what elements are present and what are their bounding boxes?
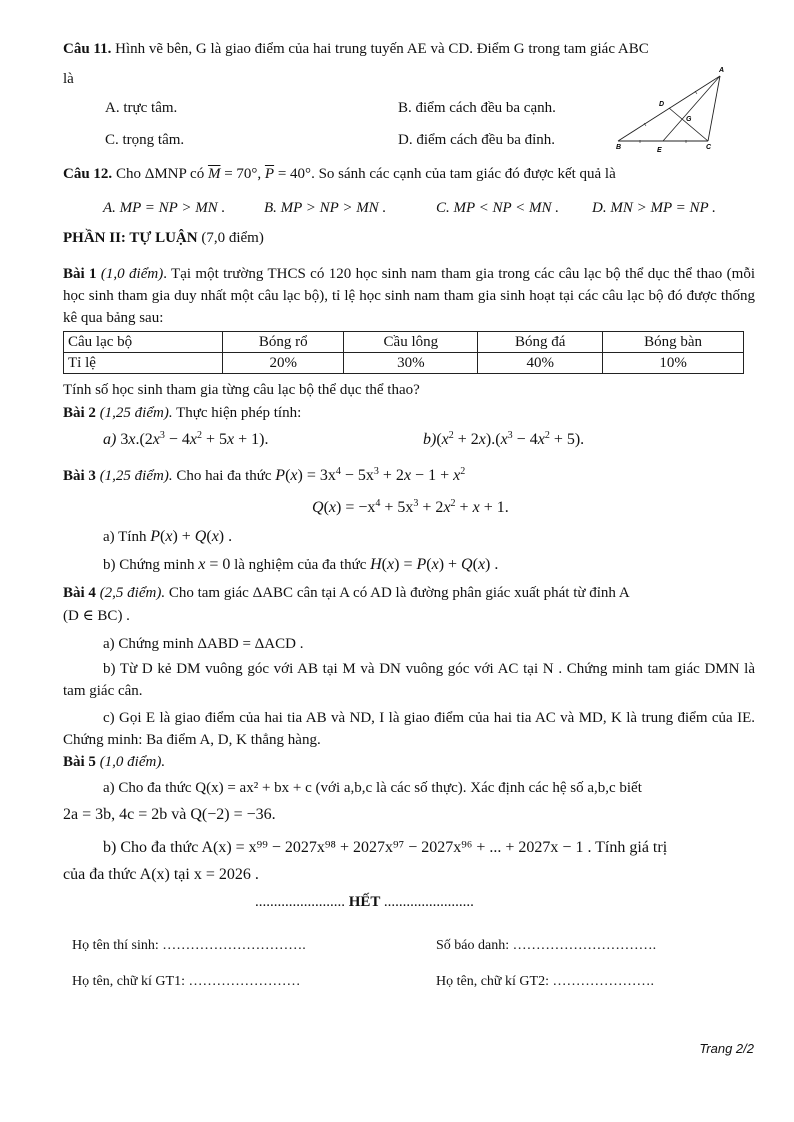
bai-5-label: Bài 5 <box>63 754 96 770</box>
end-label: HẾT <box>345 894 384 910</box>
side-ac <box>708 76 720 141</box>
polynomial-p: $P(x) = 3x^4 - 5x^3 + 2x - 1 + x^2$ <box>275 466 466 484</box>
bai-1 <box>63 263 755 329</box>
table-header-cell: Bóng đá <box>478 332 603 353</box>
invigilator-1-line: Họ tên, chữ kí GT1: …………………… <box>72 974 301 989</box>
question-11-label: Câu 11. <box>63 41 112 57</box>
bai-3 <box>63 467 465 485</box>
median-cd <box>669 108 708 141</box>
bai-5-points: (1,0 điểm). <box>95 754 166 770</box>
table-cell: 30% <box>344 353 478 374</box>
question-11 <box>63 40 649 58</box>
candidate-number-line: Số báo danh: …………………………. <box>436 938 657 953</box>
table-cell: 40% <box>478 353 603 374</box>
q11-option-d: D. điểm cách đều ba đỉnh. <box>398 132 556 148</box>
bai-5 <box>63 753 165 771</box>
q11-option-c: C. trọng tâm. <box>105 132 185 148</box>
question-11-text-cont: là <box>63 71 74 87</box>
bai-4-part-a: a) Chứng minh ΔABD = ΔACD . <box>103 636 304 652</box>
angle-m-value: = 70°, <box>220 166 265 182</box>
bai-3-b-pre: b) Chứng minh <box>103 557 199 573</box>
q11-option-a: A. trực tâm. <box>105 100 178 116</box>
q12-option-c: C. MP < NP < MN . <box>436 200 560 216</box>
bai-2-points: (1,25 điểm). <box>95 405 173 421</box>
part-2-heading <box>63 229 264 247</box>
q12-option-d: D. MN > MP = NP . <box>592 200 716 216</box>
label-g: G <box>686 116 692 123</box>
question-12-text-b: . So sánh các cạnh của tam giác đó được kết quả là <box>311 166 616 182</box>
end-dots-left: ........................ <box>255 894 345 910</box>
club-table <box>63 331 744 374</box>
bai-4 <box>63 584 630 602</box>
table-cell: Tỉ lệ <box>64 353 223 374</box>
bai-4-label: Bài 4 <box>63 585 96 601</box>
table-header-cell: Bóng bàn <box>603 332 744 353</box>
table-header-cell: Cầu lông <box>344 332 478 353</box>
bai-3-b-mid: là nghiệm của đa thức <box>230 557 371 573</box>
part-2-title: PHẦN II: TỰ LUẬN <box>63 230 198 246</box>
candidate-name-line: Họ tên thí sinh: …………………………. <box>72 938 306 953</box>
label-d: D <box>659 101 665 108</box>
bai-2-label: Bài 2 <box>63 405 96 421</box>
bai-5-part-b-cont: của đa thức A(x) tại x = 2026 . <box>63 866 259 883</box>
table-row <box>64 353 744 374</box>
label-a: A <box>719 67 725 74</box>
bai-3-points: (1,25 điểm). <box>95 468 173 484</box>
end-marker <box>255 893 474 911</box>
polynomial-q: $Q(x) = -x^4 + 5x^3 + 2x^2 + x + 1$. <box>312 498 509 516</box>
q11-option-b: B. điểm cách đều ba cạnh. <box>398 100 556 116</box>
bai-3-part-b: b) Chứng minh x = 0 là nghiệm của đa thức H(x) = P(x) + Q(x) . <box>103 556 499 573</box>
bai-1-text: . Tại một trường THCS có 120 học sinh nam tham gia trong các câu lạc bộ thể dục thể thao (mỗi học sinh tham gia duy nhất một câu lạc bộ), tỉ lệ học sinh nam tham gia sinh hoạt tại các câu lạc bộ đó được thống kê qua bảng sau: <box>63 266 755 326</box>
question-11-text: Hình vẽ bên, G là giao điểm của hai trung tuyến AE và CD. Điểm G trong tam giác ABC <box>111 41 649 57</box>
question-12-label: Câu 12. <box>63 166 113 182</box>
question-12-text-a: Cho ΔMNP có <box>112 166 208 182</box>
bai-4-line-2: (D ∈ BC) . <box>63 608 130 624</box>
label-b: B <box>616 144 622 151</box>
bai-3-text: Cho hai đa thức <box>172 468 276 484</box>
invigilator-2-line: Họ tên, chữ kí GT2: …………………. <box>436 974 654 989</box>
table-header-cell: Bóng rổ <box>223 332 344 353</box>
question-12 <box>63 165 616 183</box>
angle-m: $\overline{M}$ <box>207 166 221 182</box>
median-ae <box>663 76 720 141</box>
bai-4-part-b: b) Từ D kẻ DM vuông góc với AB tại M và DN vuông góc với AC tại N . Chứng minh tam giác DMN là tam giác cân. <box>63 661 755 699</box>
bai-1-label: Bài 1 <box>63 266 97 282</box>
label-c: C <box>706 144 712 151</box>
triangle-figure <box>600 64 725 156</box>
part-2-points: (7,0 điểm) <box>197 230 264 246</box>
table-header-cell: Câu lạc bộ <box>64 332 223 353</box>
table-header-row <box>64 332 744 353</box>
q12-option-a: A. MP = NP > MN . <box>103 200 226 216</box>
bai-3-part-a: a) Tính P(x) + Q(x) . <box>103 528 233 545</box>
label-e: E <box>657 147 662 154</box>
angle-p-value: = 40° <box>274 166 312 182</box>
bai-5-part-b: b) Cho đa thức A(x) = x⁹⁹ − 2027x⁹⁸ + 2027x⁹⁷ − 2027x⁹⁶ + ... + 2027x − 1 . Tính giá trị <box>103 839 668 856</box>
q12-option-b: B. MP > NP > MN . <box>264 200 387 216</box>
angle-p: $\overline{P}$ <box>264 166 275 182</box>
bai-2-expr-b: $b)(x^2 + 2x).(x^3 - 4x^2 + 5)$. <box>423 430 585 448</box>
table-cell: 20% <box>223 353 344 374</box>
bai-3-a-text: a) Tính <box>103 529 151 545</box>
bai-1-question: Tính số học sinh tham gia từng câu lạc bộ thể dục thể thao? <box>63 382 420 398</box>
bai-2-a-label: a) <box>103 431 121 448</box>
bai-2-text: Thực hiện phép tính: <box>172 405 302 421</box>
bai-1-points: (1,0 điểm) <box>96 266 164 282</box>
bai-4-points: (2,5 điểm). <box>95 585 166 601</box>
end-dots-right: ........................ <box>383 894 474 910</box>
bai-2-expr-a: a) $3x.(2x^3 - 4x^2 + 5x + 1)$. <box>103 430 269 448</box>
page-number: Trang 2/2 <box>699 1041 754 1056</box>
table-cell: 10% <box>603 353 744 374</box>
bai-5-part-a: a) Cho đa thức Q(x) = ax² + bx + c (với a,b,c là các số thực). Xác định các hệ số a,b,c biết <box>103 780 642 796</box>
bai-4-part-c: c) Gọi E là giao điểm của hai tia AB và ND, I là giao điểm của hai tia AC và MD, K là trung điểm của IE. Chứng minh: Ba điểm A, D, K thẳng hàng. <box>63 710 755 748</box>
bai-4-line-1: Cho tam giác ΔABC cân tại A có AD là đường phân giác xuất phát từ đỉnh A <box>165 585 630 601</box>
bai-3-label: Bài 3 <box>63 468 96 484</box>
bai-2-b-label: b) <box>423 431 437 448</box>
bai-5-part-a-condition: 2a = 3b, 4c = 2b và Q(−2) = −36. <box>63 806 276 823</box>
bai-2 <box>63 404 301 422</box>
